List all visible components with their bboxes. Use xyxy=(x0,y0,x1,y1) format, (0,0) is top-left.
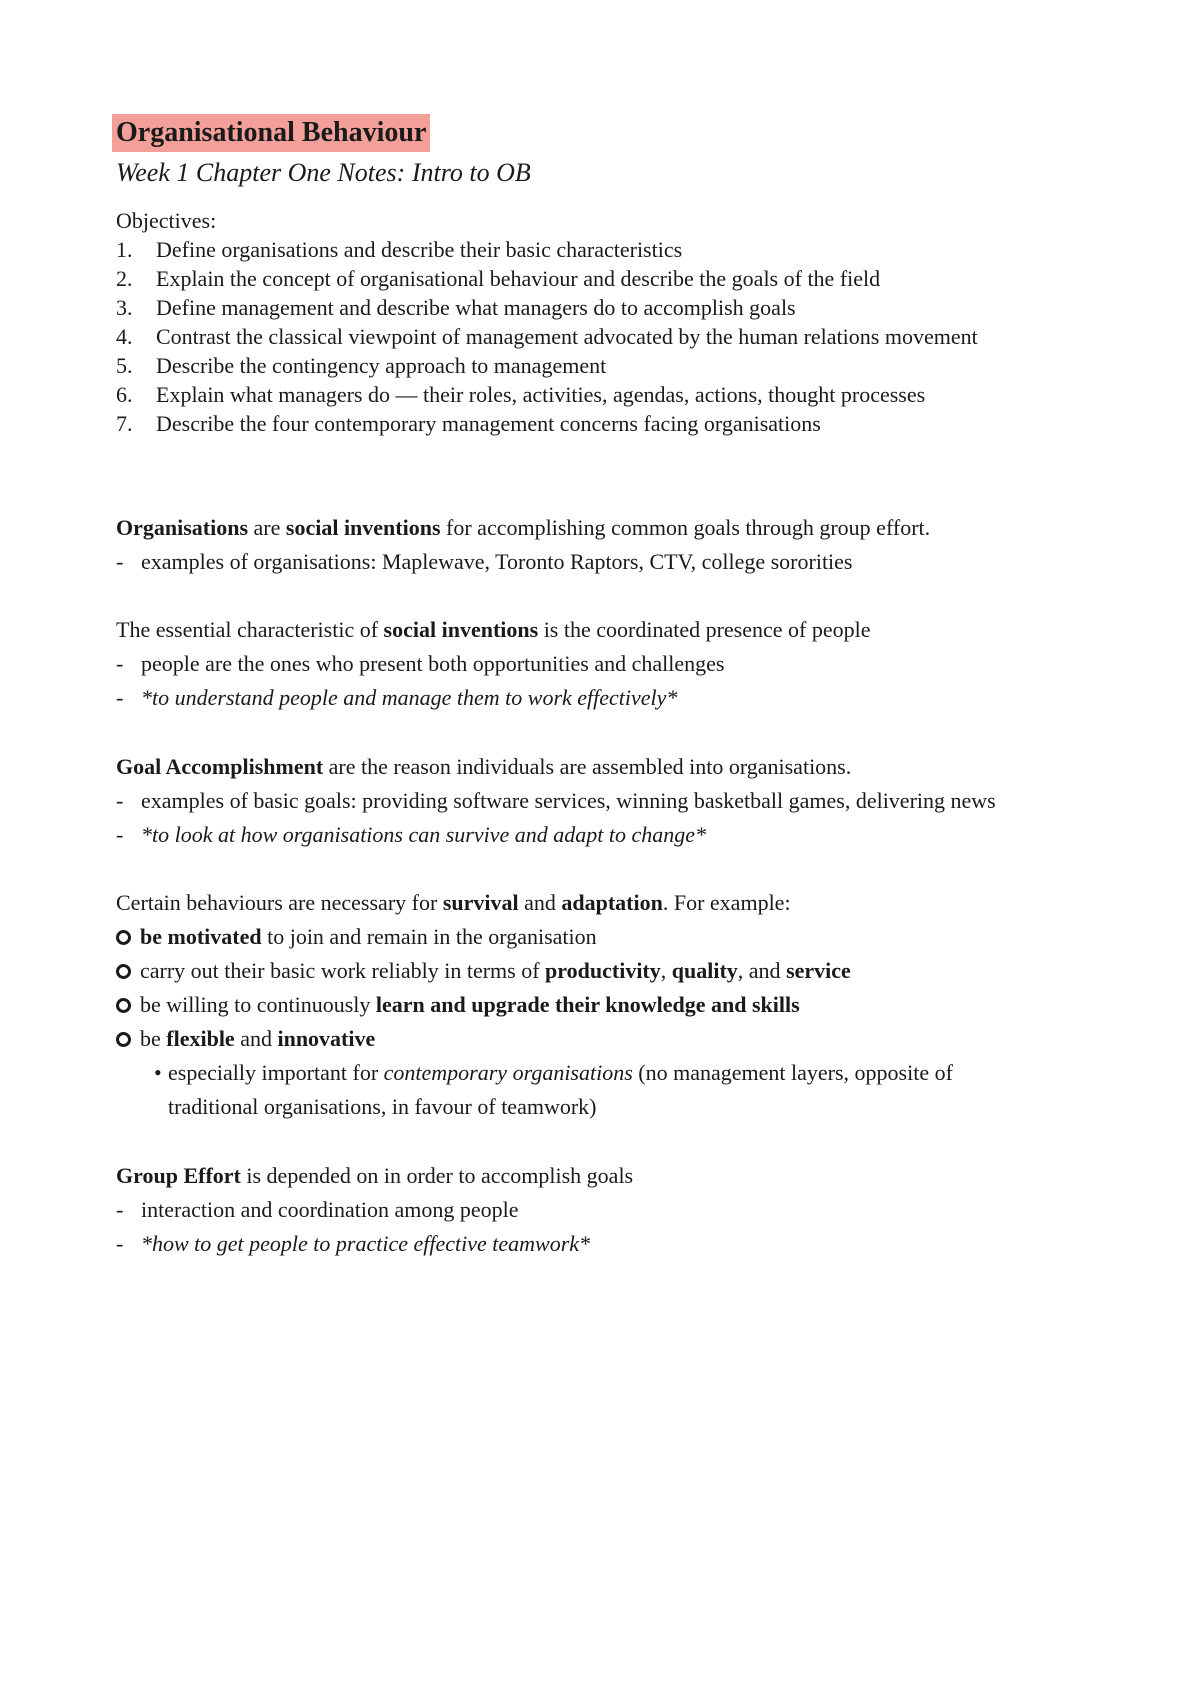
objectives-section xyxy=(116,206,978,438)
behaviours-section xyxy=(116,886,1048,1124)
circle-bullet-icon xyxy=(116,954,140,988)
social-inventions-statement: The essential characteristic of social inventions is the coordinated presence of people xyxy=(116,617,871,642)
behaviours-statement: Certain behaviours are necessary for survival and adaptation. For example: xyxy=(116,890,791,915)
list-item: carry out their basic work reliably in terms of productivity, quality, and service xyxy=(116,954,1048,988)
sub-list-item: • especially important for contemporary organisations (no management layers, opposite of traditional organisations, in favour of teamwork) xyxy=(116,1056,1048,1124)
list-item: be willing to continuously learn and upgrade their knowledge and skills xyxy=(116,988,1048,1022)
dot-bullet-icon: • xyxy=(154,1060,162,1085)
list-item: be motivated to join and remain in the organisation xyxy=(116,920,1048,954)
document-subtitle: Week 1 Chapter One Notes: Intro to OB xyxy=(116,158,531,187)
list-item: - interaction and coordination among people xyxy=(116,1197,519,1222)
group-effort-section xyxy=(116,1159,633,1261)
objective-item: 6. Explain what managers do — their roles, activities, agendas, actions, thought processes xyxy=(116,382,926,407)
objective-item: 4. Contrast the classical viewpoint of management advocated by the human relations movement xyxy=(116,324,978,349)
social-inventions-section xyxy=(116,613,871,715)
objective-item: 5. Describe the contingency approach to management xyxy=(116,353,607,378)
list-item: - *how to get people to practice effective teamwork* xyxy=(116,1231,591,1256)
objective-item: 1. Define organisations and describe their basic characteristics xyxy=(116,237,683,262)
document-title: Organisational Behaviour xyxy=(112,114,430,152)
objective-item: 7. Describe the four contemporary management concerns facing organisations xyxy=(116,411,821,436)
list-item: - people are the ones who present both opportunities and challenges xyxy=(116,651,725,676)
goal-accomplishment-section xyxy=(116,750,996,852)
goal-accomplishment-statement: Goal Accomplishment are the reason individuals are assembled into organisations. xyxy=(116,754,852,779)
group-effort-statement: Group Effort is depended on in order to accomplish goals xyxy=(116,1163,634,1188)
circle-bullet-icon xyxy=(116,920,140,954)
list-item: - examples of organisations: Maplewave, Toronto Raptors, CTV, college sororities xyxy=(116,549,853,574)
objective-item: 2. Explain the concept of organisational behaviour and describe the goals of the field xyxy=(116,266,881,291)
list-item: - *to understand people and manage them to work effectively* xyxy=(116,685,678,710)
organisations-section xyxy=(116,511,930,579)
circle-bullet-icon xyxy=(116,1022,140,1056)
list-item: be flexible and innovative xyxy=(116,1022,1048,1056)
objectives-heading: Objectives: xyxy=(116,208,217,233)
list-item: - *to look at how organisations can survive and adapt to change* xyxy=(116,822,707,847)
objective-item: 3. Define management and describe what managers do to accomplish goals xyxy=(116,295,796,320)
circle-bullet-icon xyxy=(116,988,140,1022)
organisations-definition: Organisations are social inventions for accomplishing common goals through group effort. xyxy=(116,515,931,540)
list-item: - examples of basic goals: providing software services, winning basketball games, delivering news xyxy=(116,788,996,813)
